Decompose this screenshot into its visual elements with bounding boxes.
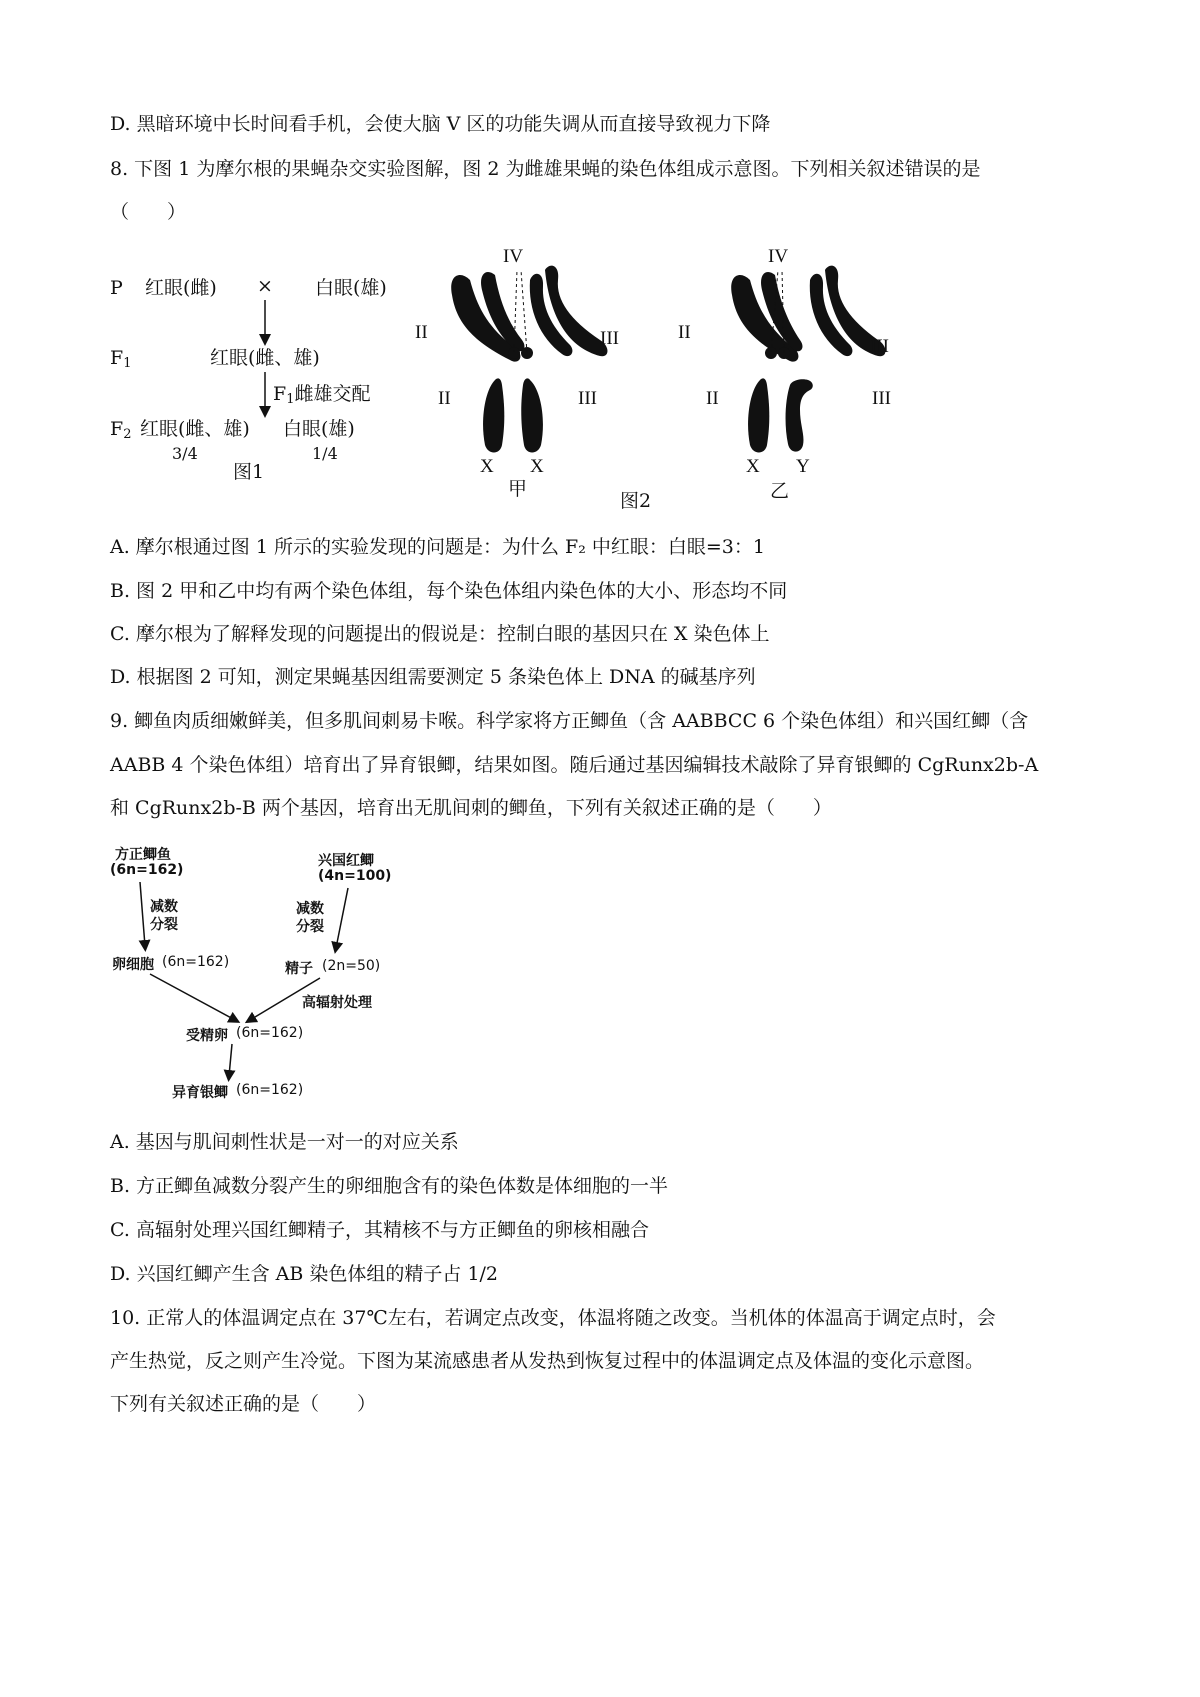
- p-female-phenotype: 红眼(雌): [145, 277, 217, 299]
- label-iii-male-top: III: [870, 336, 889, 357]
- generation-p: P: [110, 277, 123, 299]
- zygote-label: 受精卵: [186, 1028, 228, 1044]
- figure-1-cross: [0, 0, 420, 520]
- f1-phenotype: 红眼(雌、雄): [210, 347, 320, 369]
- figure-1-caption: 图1: [233, 461, 265, 483]
- q9-option-d: D. 兴国红鲫产生含 AB 染色体组的精子占 1/2: [110, 1263, 499, 1285]
- chromosome-x-male: [748, 378, 769, 452]
- q8-option-d: D. 根据图 2 可知，测定果蝇基因组需要测定 5 条染色体上 DNA 的碱基序列: [110, 666, 756, 688]
- f2-red-phenotype: 红眼(雌、雄): [140, 418, 250, 440]
- q9-stem-line-3: 和 CgRunx2b-B 两个基因，培育出无肌间刺的鲫鱼，下列有关叙述正确的是（ ）: [110, 797, 832, 819]
- sperm-label: 精子: [285, 961, 313, 977]
- q10-stem-line-3: 下列有关叙述正确的是（ ）: [110, 1393, 377, 1415]
- q8-stem: 8. 下图 1 为摩尔根的果蝇杂交实验图解，图 2 为雌雄果蝇的染色体组成示意图。下列相关叙述错误的是: [110, 158, 981, 180]
- figure-2-karyotypes: [400, 240, 940, 520]
- q10-stem-line-1: 10. 正常人的体温调定点在 37℃左右，若调定点改变，体温将随之改变。当机体的体温高于调定点时，会: [110, 1307, 996, 1329]
- figure-2-caption: 图2: [620, 490, 652, 512]
- yiyu-label: 异育银鲫: [172, 1085, 228, 1101]
- label-ii-female-top: II: [415, 322, 428, 343]
- p-male-phenotype: 白眼(雄): [315, 277, 387, 299]
- fangzheng-label: 方正鲫鱼: [115, 847, 171, 863]
- egg-to-zygote-arrow: [150, 974, 235, 1020]
- f2-red-ratio: 3/4: [172, 444, 198, 463]
- meiosis-left-1: 减数: [150, 899, 178, 915]
- generation-f1: $F_1$: [110, 347, 132, 371]
- q8-option-b: B. 图 2 甲和乙中均有两个染色体组，每个染色体组内染色体的大小、形态均不同: [110, 580, 788, 602]
- xingguo-label: 兴国红鲫: [318, 853, 374, 869]
- figure-3-breeding-flow: [0, 840, 460, 1120]
- karyotype-male: [731, 266, 885, 453]
- q8-option-c: C. 摩尔根为了解释发现的问题提出的假说是：控制白眼的基因只在 X 染色体上: [110, 623, 770, 645]
- label-iv-female: IV: [503, 246, 524, 267]
- label-ii-male-bottom: II: [706, 388, 719, 409]
- q7-option-d: D. 黑暗环境中长时间看手机，会使大脑 V 区的功能失调从而直接导致视力下降: [110, 113, 771, 135]
- generation-f2: $F_2$: [110, 418, 132, 442]
- meiosis-left-2: 分裂: [150, 917, 178, 933]
- label-iii-male-bottom: III: [872, 388, 891, 409]
- cross-symbol: ×: [257, 275, 273, 297]
- label-x-1: X: [480, 456, 494, 477]
- zygote-to-yiyu-arrow: [229, 1044, 232, 1076]
- radiation-label: 高辐射处理: [302, 995, 372, 1011]
- q9-stem-line-1: 9. 鲫鱼肉质细嫩鲜美，但多肌间刺易卡喉。科学家将方正鲫鱼（含 AABBCC 6 个染色体组）和兴国红鲫（含: [110, 710, 1029, 732]
- label-ii-female-bottom: II: [438, 388, 451, 409]
- zygote-ploidy: (6n=162): [236, 1025, 304, 1041]
- chromosome-drawing: [400, 240, 940, 520]
- q8-option-a: A. 摩尔根通过图 1 所示的实验发现的问题是：为什么 F₂ 中红眼：白眼=3：1: [110, 536, 765, 558]
- q10-stem-line-2: 产生热觉，反之则产生冷觉。下图为某流感患者从发热到恢复过程中的体温调定点及体温的变化示意图。: [110, 1350, 985, 1372]
- q9-stem-line-2: AABB 4 个染色体组）培育出了异育银鲫，结果如图。随后通过基因编辑技术敲除了异育银鲫的 CgRunx2b-A: [110, 754, 1039, 776]
- q9-option-b: B. 方正鲫鱼减数分裂产生的卵细胞含有的染色体数是体细胞的一半: [110, 1175, 669, 1197]
- xingguo-ploidy: (4n=100): [318, 868, 392, 884]
- label-x-male: X: [746, 456, 760, 477]
- flow-arrows: [0, 840, 460, 1120]
- label-iii-female-bottom: III: [578, 388, 597, 409]
- meiosis-right-2: 分裂: [296, 919, 324, 935]
- label-yi: 乙: [770, 480, 790, 502]
- sperm-ploidy: (2n=50): [322, 958, 381, 974]
- chromosome-x-1: [483, 378, 504, 452]
- fangzheng-to-egg-arrow: [140, 882, 145, 946]
- label-iv-male: IV: [768, 246, 789, 267]
- sperm-to-zygote-arrow: [250, 978, 320, 1020]
- chromosome-y: [786, 379, 813, 451]
- egg-ploidy: (6n=162): [162, 954, 230, 970]
- f1-mating-label: $F_1$雌雄交配: [273, 383, 371, 407]
- egg-label: 卵细胞: [112, 957, 154, 973]
- yiyu-ploidy: (6n=162): [236, 1082, 304, 1098]
- label-jia: 甲: [508, 478, 528, 500]
- f2-white-ratio: 1/4: [312, 444, 338, 463]
- q8-answer-paren: （ ）: [110, 201, 187, 223]
- q9-option-a: A. 基因与肌间刺性状是一对一的对应关系: [110, 1131, 459, 1153]
- chromosome-x-2: [521, 378, 543, 452]
- f2-white-phenotype: 白眼(雄): [283, 418, 355, 440]
- label-iii-female-top: III: [600, 328, 619, 349]
- xingguo-to-sperm-arrow: [336, 888, 348, 948]
- label-x-2: X: [530, 456, 544, 477]
- label-y: Y: [796, 456, 810, 477]
- cross-arrows: [0, 0, 420, 520]
- karyotype-female: [451, 266, 607, 453]
- q9-option-c: C. 高辐射处理兴国红鲫精子，其精核不与方正鲫鱼的卵核相融合: [110, 1219, 649, 1241]
- label-ii-male-top: II: [678, 322, 691, 343]
- meiosis-right-1: 减数: [296, 901, 324, 917]
- fangzheng-ploidy: (6n=162): [110, 862, 184, 878]
